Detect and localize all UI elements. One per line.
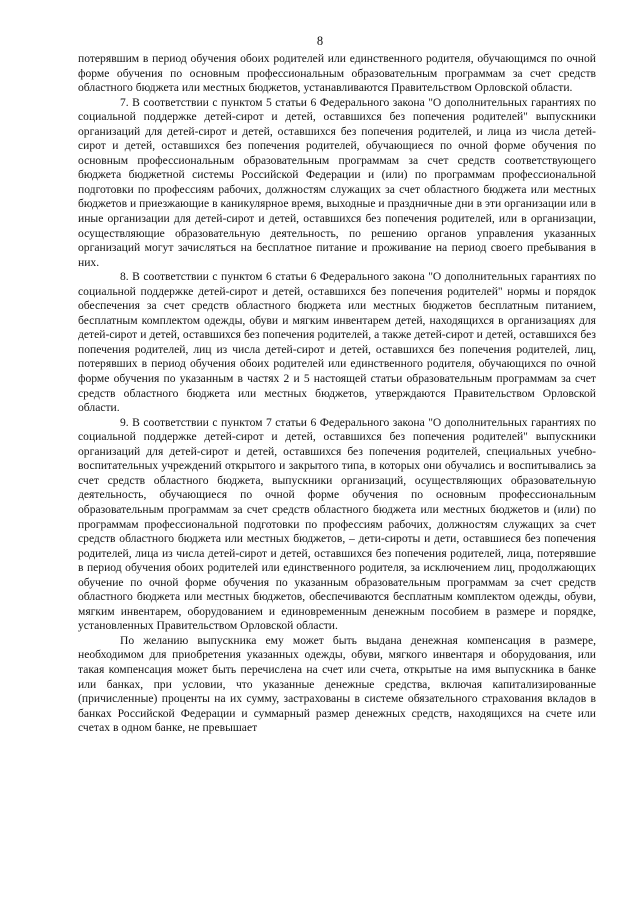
- paragraph-continuation: потерявшим в период обучения обоих родителей или единственного родителя, обучающимся по очной форме обучения по основным профессиональным образовательным программам за счет средств областного бюджета или местных бюджетов, устанавливаются Правительством Орловской области.: [78, 52, 596, 95]
- paragraph-item-9: 9. В соответствии с пунктом 7 статьи 6 Федерального закона "О дополнительных гарантиях по социальной поддержке детей-сирот и детей, оставшихся без попечения родителей" выпускники организаций для детей-сирот и детей, оставшихся без попечения родителей, специальных учебно-воспитательных учреждений открытого и закрытого типа, в которых они обучались и воспитывались за счет средств областного бюджета, выпускники организаций, осуществляющих образовательную деятельность, обучающиеся по очной форме обучения по основным профессиональным образовательным программам за счет средств областного бюджета или местных бюджетов и (или) по программам профессиональной подготовки по профессиям рабочих, должностям служащих за счет средств областного бюджета или местных бюджетов, – дети-сироты и дети, оставшиеся без попечения родителей, лица из числа детей-сирот и детей, оставшихся без попечения родителей, лица, потерявшие в период обучения обоих родителей или единственного родителя, за исключением лиц, продолжающих обучение по очной форме обучения по указанным образовательным программам за счет средств областного бюджета или местных бюджетов, обеспечиваются бесплатным комплектом одежды, обуви, мягким инвентарем, оборудованием и единовременным денежным пособием в размере и порядке, установленных Правительством Орловской области.: [78, 415, 596, 633]
- document-body: [78, 52, 596, 736]
- page-number: 8: [316, 34, 324, 48]
- paragraph-compensation: По желанию выпускника ему может быть выдана денежная компенсация в размере, необходимом для приобретения указанных одежды, обуви, мягкого инвентаря и оборудования, или такая компенсация может быть перечислена на счет или счета, открытые на имя выпускника в банке или банках, при условии, что указанные денежные средства, включая капитализированные (причисленные) проценты на их сумму, застрахованы в системе обязательного страхования вкладов в банках Российской Федерации и суммарный размер денежных средств, находящихся на счете или счетах в одном банке, не превышает: [78, 633, 596, 735]
- paragraph-item-7: 7. В соответствии с пунктом 5 статьи 6 Федерального закона "О дополнительных гарантиях по социальной поддержке детей-сирот и детей, оставшихся без попечения родителей" выпускники организаций для детей-сирот и детей, оставшихся без попечения родителей, и лица из числа детей-сирот и детей, оставшихся без попечения родителей, обучающиеся по очной форме обучения по основным профессиональным образовательным программам за счет средств соответствующего бюджета бюджетной системы Российской Федерации и (или) по программам профессиональной подготовки по профессиям рабочих, должностям служащих за счет областного бюджета или местных бюджетов и приезжающие в каникулярное время, выходные и праздничные дни в эти организации или в иные организации для детей-сирот и детей, оставшихся без попечения родителей, или в организации, осуществляющие образовательную деятельность, по решению органов управления указанных организаций могут зачисляться на бесплатное питание и проживание на период своего пребывания в них.: [78, 95, 596, 269]
- paragraph-item-8: 8. В соответствии с пунктом 6 статьи 6 Федерального закона "О дополнительных гарантиях по социальной поддержке детей-сирот и детей, оставшихся без попечения родителей" нормы и порядок обеспечения за счет средств областного бюджета или местных бюджетов бесплатным питанием, бесплатным комплектом одежды, обуви и мягким инвентарем детей, находящихся в организациях для детей-сирот и детей, оставшихся без попечения родителей, а также детей-сирот и детей, оставшихся без попечения родителей, лиц из числа детей-сирот и детей, оставшихся без попечения родителей, лиц, потерявших в период обучения обоих родителей или единственного родителя, обучающихся по очной форме обучения по указанным в частях 2 и 5 настоящей статьи образовательным программам за счет средств областного бюджета или местных бюджетов, утверждаются Правительством Орловской области.: [78, 270, 596, 415]
